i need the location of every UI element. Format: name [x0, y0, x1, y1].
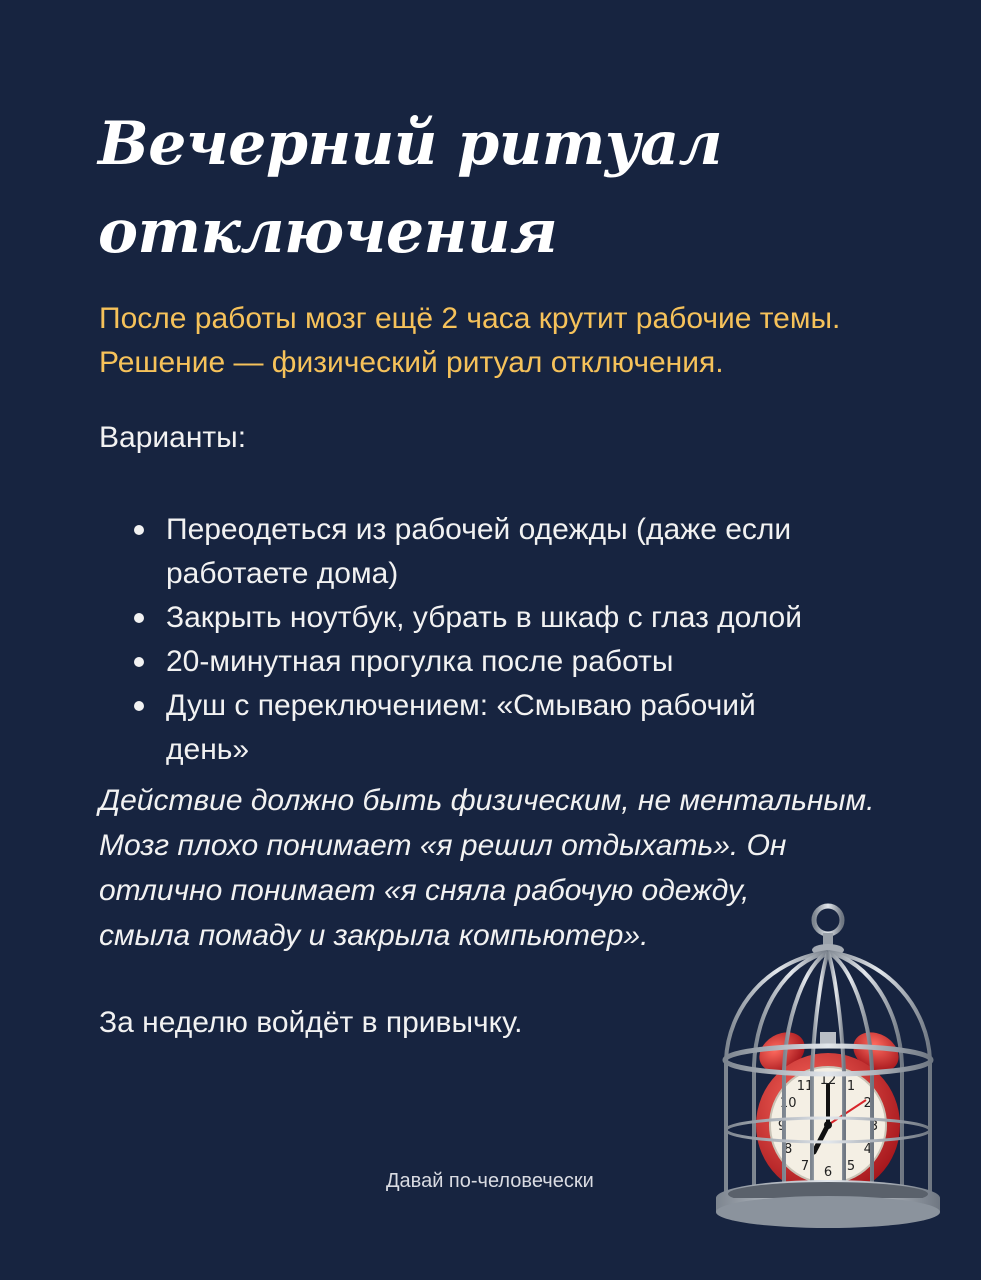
clock-number: 4	[863, 1142, 872, 1157]
list-item: Душ с переключением: «Смываю рабочий день»	[130, 684, 830, 772]
closing-text: За неделю войдёт в привычку.	[99, 1006, 523, 1039]
clock-number: 10	[779, 1096, 797, 1111]
note-line-4: смыла помаду и закрыла компьютер».	[99, 919, 649, 952]
lead-line-1: После работы мозг ещё 2 часа крутит рабочие темы.	[99, 302, 841, 335]
lead-paragraph	[99, 297, 919, 385]
page-title	[98, 100, 858, 276]
caged-alarm-clock-icon	[706, 900, 950, 1240]
title-line-1: Вечерний ритуал	[98, 109, 723, 179]
cage-ring	[814, 906, 842, 934]
variants-list	[130, 508, 830, 772]
note-line-1: Действие должно быть физическим, не ментальным.	[99, 784, 875, 817]
note-line-3: отлично понимает «я сняла рабочую одежду,	[99, 874, 750, 907]
variants-label: Варианты:	[99, 421, 247, 454]
footer-brand: Давай по-человечески	[386, 1170, 594, 1192]
cage-base-bottom	[716, 1196, 940, 1228]
list-item: Переодеться из рабочей одежды (даже если работаете дома)	[130, 508, 830, 596]
cage-bars	[726, 952, 930, 1212]
list-item: Закрыть ноутбук, убрать в шкаф с глаз долой	[130, 596, 830, 640]
clock-number: 1	[846, 1079, 856, 1095]
clock-number: 7	[800, 1158, 810, 1174]
clock-number: 8	[784, 1142, 793, 1157]
clock-number: 5	[846, 1158, 856, 1174]
lead-line-2: Решение — физический ритуал отключения.	[99, 346, 724, 379]
note-line-2: Мозг плохо понимает «я решил отдыхать». Он	[99, 829, 787, 862]
clock-number: 11	[796, 1079, 814, 1095]
list-item: 20-минутная прогулка после работы	[130, 640, 830, 684]
clock-number: 9	[777, 1119, 787, 1134]
clock-number: 3	[869, 1119, 879, 1134]
clock-number: 12	[819, 1073, 837, 1088]
clock-number: 2	[863, 1096, 872, 1111]
title-line-2: отключения	[98, 197, 558, 267]
clock-number: 6	[823, 1165, 833, 1180]
